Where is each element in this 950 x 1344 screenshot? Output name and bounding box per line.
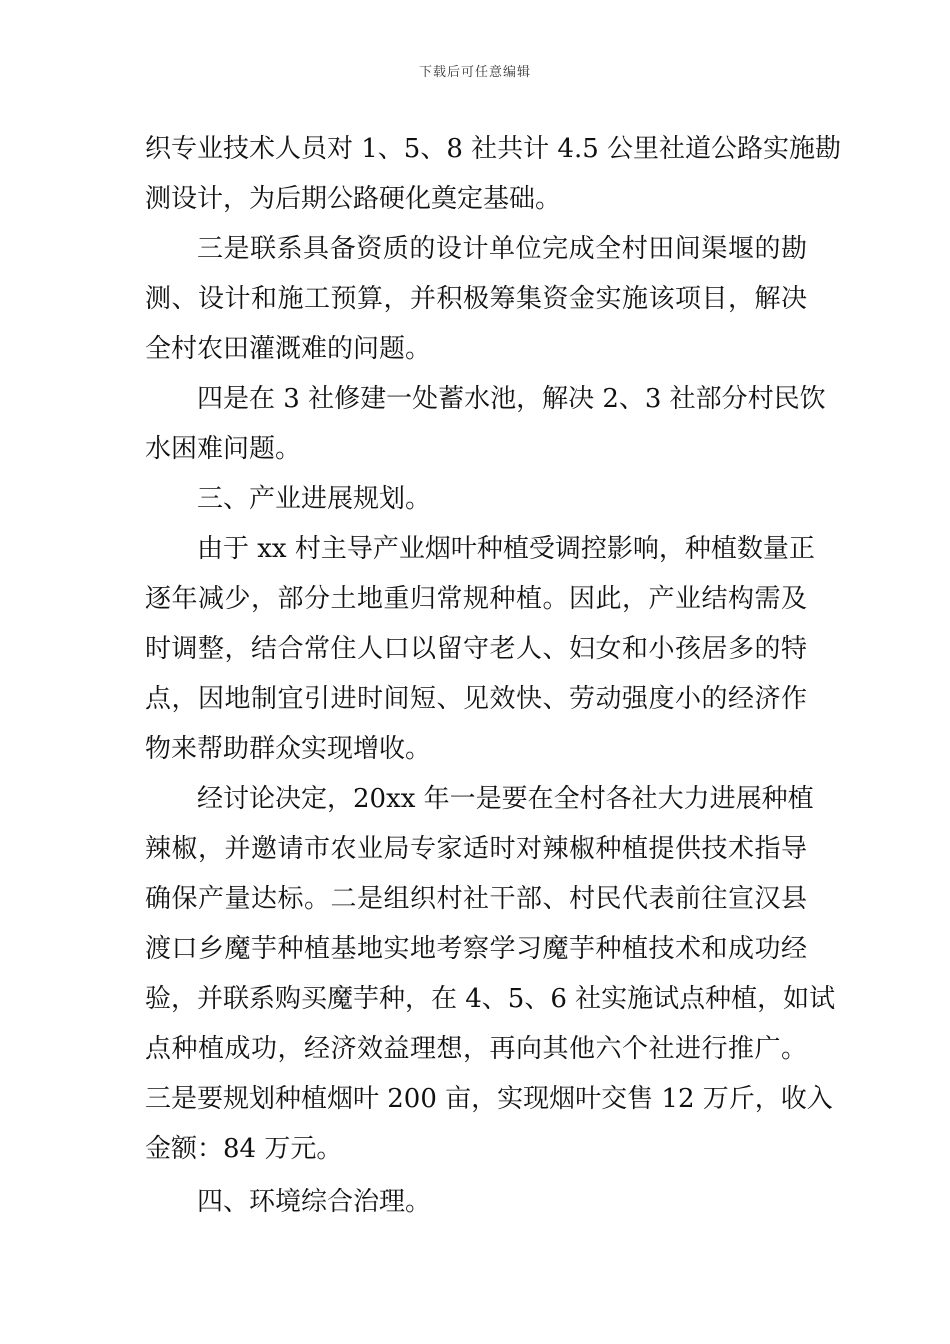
text-line: 辣椒，并邀请市农业局专家适时对辣椒种植提供技术指导 bbox=[145, 834, 807, 864]
section-heading: 三、产业进展规划。 bbox=[197, 484, 432, 514]
text-line: 由于 xx 村主导产业烟叶种植受调控影响，种植数量正 bbox=[197, 534, 815, 564]
text-line: 测设计，为后期公路硬化奠定基础。 bbox=[145, 184, 562, 214]
section-heading: 四、环境综合治理。 bbox=[197, 1187, 432, 1217]
text-line: 点种植成功，经济效益理想，再向其他六个社进行推广。 bbox=[145, 1034, 807, 1064]
text-line: 物来帮助群众实现增收。 bbox=[145, 734, 432, 764]
text-line: 时调整，结合常住人口以留守老人、妇女和小孩居多的特 bbox=[145, 634, 807, 664]
text-line: 三是联系具备资质的设计单位完成全村田间渠堰的勘 bbox=[197, 234, 807, 264]
text-line: 经讨论决定，20xx 年一是要在全村各社大力进展种植 bbox=[197, 784, 814, 814]
text-line: 点，因地制宜引进时间短、见效快、劳动强度小的经济作 bbox=[145, 684, 807, 714]
text-line: 测、设计和施工预算，并积极筹集资金实施该项目，解决 bbox=[145, 284, 807, 314]
text-line: 水困难问题。 bbox=[145, 434, 302, 464]
text-line: 验，并联系购买魔芋种，在 4、5、6 社实施试点种植，如试 bbox=[145, 984, 836, 1014]
text-line: 逐年减少，部分土地重归常规种植。因此，产业结构需及 bbox=[145, 584, 807, 614]
page-header: 下载后可任意编辑 bbox=[418, 65, 531, 80]
text-line: 织专业技术人员对 1、5、8 社共计 4.5 公里社道公路实施勘 bbox=[145, 134, 842, 164]
text-line: 确保产量达标。二是组织村社干部、村民代表前往宣汉县 bbox=[145, 884, 807, 914]
document-body bbox=[145, 124, 842, 1227]
text-line: 金额：84 万元。 bbox=[145, 1134, 343, 1164]
text-line: 四是在 3 社修建一处蓄水池，解决 2、3 社部分村民饮 bbox=[197, 384, 826, 414]
text-line: 三是要规划种植烟叶 200 亩，实现烟叶交售 12 万斤，收入 bbox=[145, 1084, 833, 1114]
text-line: 全村农田灌溉难的问题。 bbox=[145, 334, 432, 364]
text-line: 渡口乡魔芋种植基地实地考察学习魔芋种植技术和成功经 bbox=[145, 934, 807, 964]
